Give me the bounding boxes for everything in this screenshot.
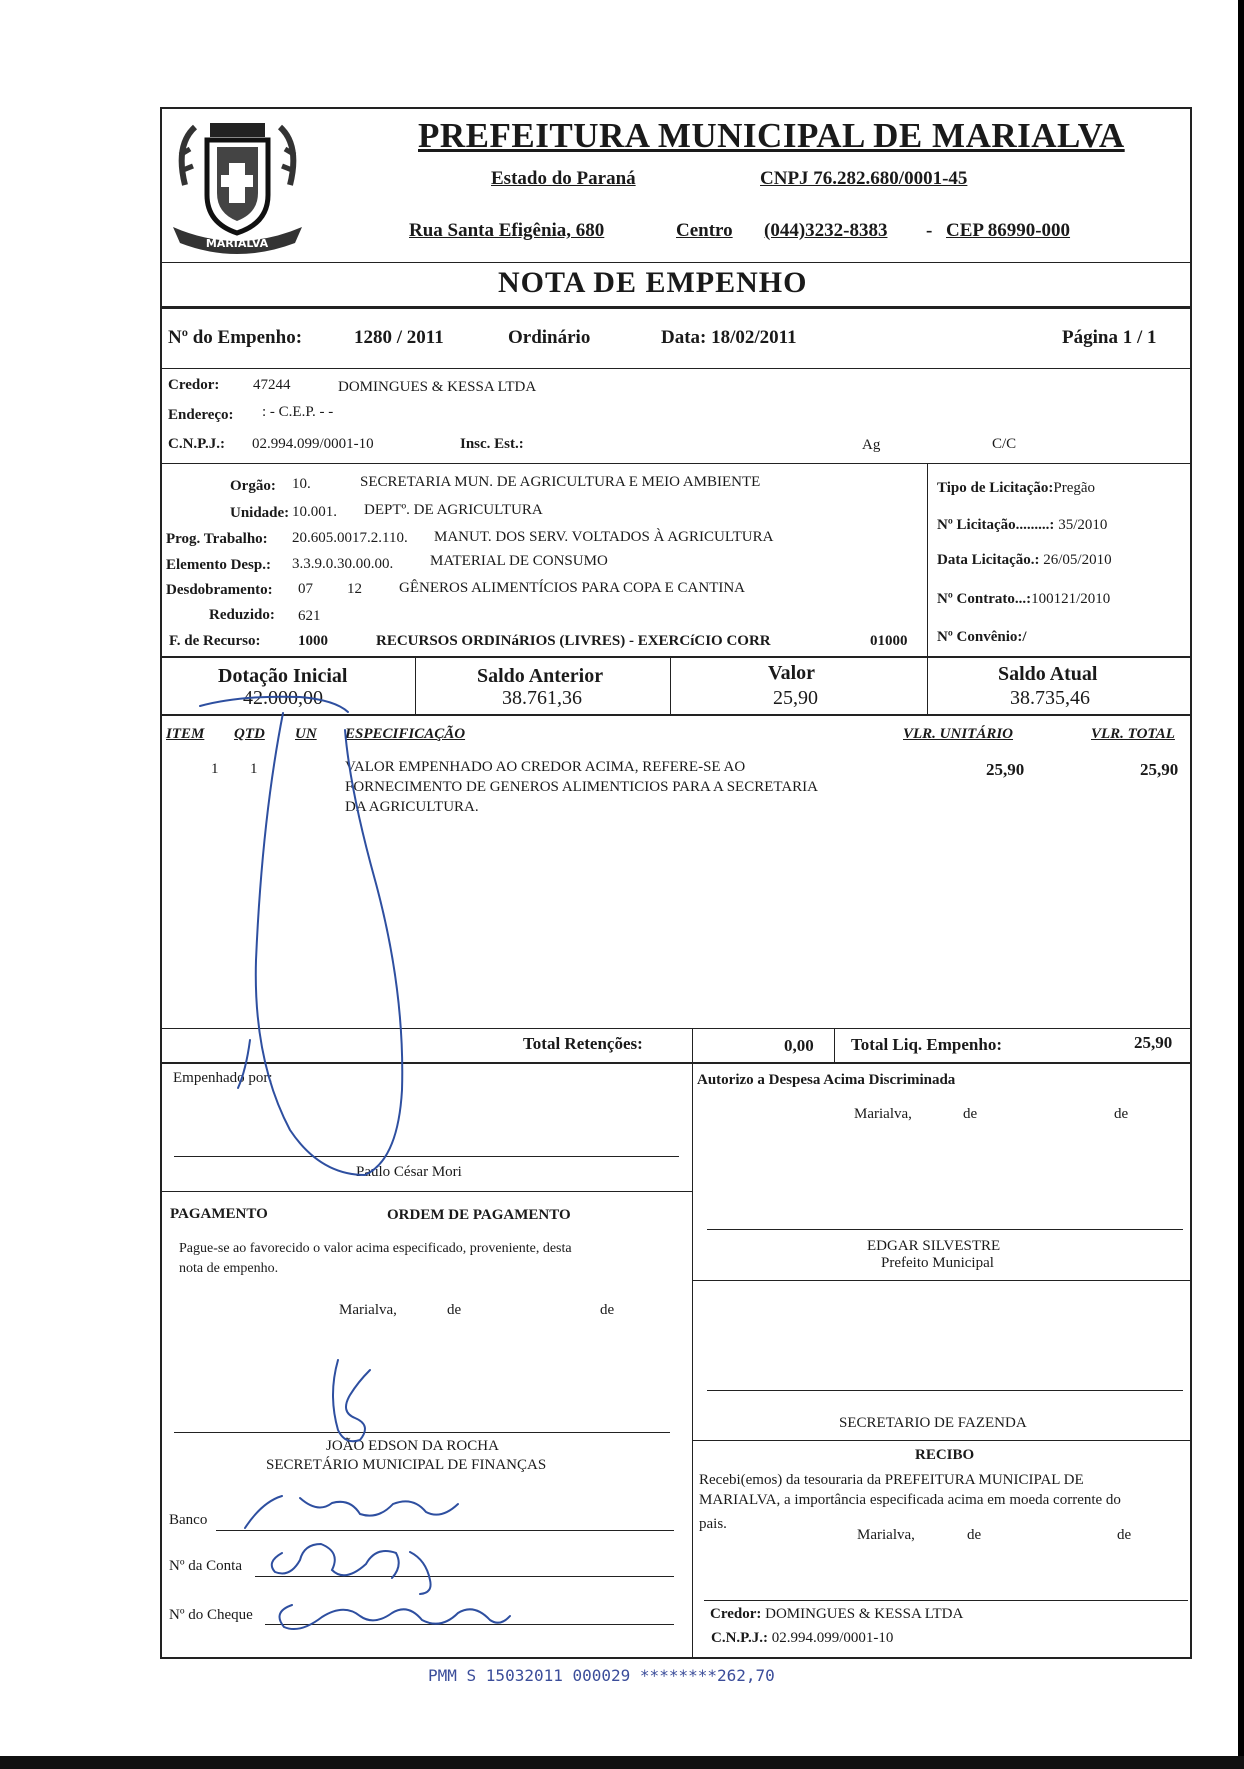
signature-joao-edson (333, 1360, 370, 1441)
svg-text:MARIALVA: MARIALVA (205, 237, 269, 250)
total-retencoes-label: Total Retenções: (523, 1034, 643, 1053)
data-licitacao-label: Data Licitação.: (937, 552, 1040, 568)
conta-corrente-label: C/C (992, 436, 1017, 452)
item-spec-line-2: FORNECIMENTO DE GENEROS ALIMENTICIOS PARA A SECRETARIA (345, 779, 819, 795)
pagamento-text-1: Pague-se ao favorecido o valor acima especificado, proveniente, desta (179, 1241, 572, 1256)
empenho-date: Data: 18/02/2011 (661, 327, 797, 348)
item-qtd: 1 (250, 761, 258, 777)
recibo-cnpj-label: C.N.P.J.: (711, 1630, 768, 1646)
orgao-name: SECRETARIA MUN. DE AGRICULTURA E MEIO AMBIENTE (360, 474, 761, 490)
reduzido-label: Reduzido: (209, 607, 275, 623)
bank-stamp: PMM S 15032011 000029 ********262,70 (428, 1666, 775, 1685)
pagamento-de-1: de (447, 1302, 462, 1318)
credor-code: 47244 (253, 377, 291, 393)
autorizo-city: Marialva, (854, 1106, 912, 1122)
col-header-un: UN (295, 726, 317, 742)
ordem-pagamento-label: ORDEM DE PAGAMENTO (387, 1207, 571, 1223)
numero-licitacao-label: Nº Licitação.........: (937, 517, 1055, 533)
data-licitacao-value: 26/05/2010 (1043, 552, 1112, 568)
recibo-de-1: de (967, 1527, 982, 1543)
endereco-label: Endereço: (168, 407, 234, 423)
signature-conta (272, 1544, 431, 1594)
recibo-cnpj-value: 02.994.099/0001-10 (771, 1630, 894, 1646)
numero-convenio: Nº Convênio:/ (937, 629, 1027, 645)
pagamento-text-2: nota de empenho. (179, 1261, 279, 1276)
empenho-number: 1280 / 2011 (354, 327, 444, 348)
item-spec-line-3: DA AGRICULTURA. (345, 799, 479, 815)
conta-label: Nº da Conta (169, 1558, 242, 1574)
numero-licitacao-value: 35/2010 (1058, 517, 1108, 533)
endereco-value: : - C.E.P. - - (262, 404, 334, 420)
credor-label: Credor: (168, 377, 220, 393)
empenho-pen-loop (256, 713, 402, 1175)
total-liquido-value: 25,90 (1134, 1033, 1173, 1052)
desdobramento-b: 12 (347, 581, 362, 597)
unidade-label: Unidade: (230, 505, 290, 521)
item-number: 1 (211, 761, 219, 777)
saldo-anterior-label: Saldo Anterior (477, 665, 604, 687)
secretario-fazenda-label: SECRETARIO DE FAZENDA (839, 1415, 1027, 1431)
total-liquido-label: Total Liq. Empenho: (851, 1035, 1002, 1054)
item-total-value: 25,90 (1140, 760, 1179, 779)
recibo-city: Marialva, (857, 1527, 915, 1543)
desdobramento-a: 07 (298, 581, 313, 597)
pagamento-label: PAGAMENTO (170, 1206, 268, 1222)
fonte-recurso-code: 1000 (298, 633, 328, 649)
fonte-recurso-number: 01000 (870, 633, 908, 649)
tipo-licitacao-value: Pregão (1053, 480, 1096, 496)
cnpj-credor-value: 02.994.099/0001-10 (252, 436, 374, 452)
col-header-spec: ESPECIFICAÇÃO (345, 726, 466, 742)
elemento-name: MATERIAL DE CONSUMO (430, 553, 608, 569)
agencia-label: Ag (862, 437, 881, 453)
dotacao-inicial-label: Dotação Inicial (218, 665, 348, 687)
autorizo-label: Autorizo a Despesa Acima Discriminada (697, 1072, 956, 1088)
prefeito-title: Prefeito Municipal (881, 1255, 994, 1271)
signature-banco (245, 1496, 458, 1528)
address-label: Rua Santa Efigênia, 680 (409, 220, 605, 241)
col-header-total-value: VLR. TOTAL (1091, 726, 1175, 742)
signature-cheque (280, 1605, 511, 1629)
phone-label: (044)3232-8383 (764, 220, 888, 241)
recibo-credor-name: DOMINGUES & KESSA LTDA (765, 1606, 964, 1622)
secretario-financas-title: SECRETÁRIO MUNICIPAL DE FINANÇAS (266, 1457, 547, 1473)
insc-est-label: Insc. Est.: (460, 436, 524, 452)
prog-trabalho-name: MANUT. DOS SERV. VOLTADOS À AGRICULTURA (434, 529, 774, 545)
empenho-pen-tail (238, 1040, 250, 1088)
col-header-qtd: QTD (234, 726, 265, 742)
state-label: Estado do Paraná (491, 168, 636, 189)
fonte-recurso-label: F. de Recurso: (169, 633, 261, 649)
empenho-type: Ordinário (508, 327, 591, 348)
banco-label: Banco (169, 1512, 208, 1528)
valor-label: Valor (768, 662, 816, 684)
cnpj-credor-label: C.N.P.J.: (168, 436, 225, 452)
recibo-text-3: pais. (699, 1516, 727, 1532)
valor-value: 25,90 (773, 687, 818, 709)
desdobramento-name: GÊNEROS ALIMENTÍCIOS PARA COPA E CANTINA (399, 580, 746, 596)
autorizo-de-1: de (963, 1106, 978, 1122)
document-title: NOTA DE EMPENHO (498, 266, 808, 299)
dotacao-pen-stroke (200, 697, 348, 712)
saldo-atual-label: Saldo Atual (998, 663, 1098, 685)
empenhado-por-name: Paulo César Mori (356, 1164, 462, 1180)
pagamento-city: Marialva, (339, 1302, 397, 1318)
numero-contrato-label: Nº Contrato...: (937, 591, 1032, 607)
recibo-credor-label: Credor: (710, 1606, 762, 1622)
unidade-name: DEPTº. DE AGRICULTURA (364, 502, 543, 518)
prog-trabalho-code: 20.605.0017.2.110. (292, 530, 408, 546)
page-indicator: Página 1 / 1 (1062, 327, 1157, 348)
prog-trabalho-label: Prog. Trabalho: (166, 531, 268, 547)
elemento-code: 3.3.9.0.30.00.00. (292, 556, 394, 572)
credor-name: DOMINGUES & KESSA LTDA (338, 379, 537, 395)
unidade-code: 10.001. (292, 504, 337, 520)
saldo-anterior-value: 38.761,36 (502, 687, 582, 709)
cheque-label: Nº do Cheque (169, 1607, 253, 1623)
cnpj-label: CNPJ 76.282.680/0001-45 (760, 168, 968, 189)
elemento-label: Elemento Desp.: (166, 557, 271, 573)
phone-separator: - (926, 220, 933, 241)
secretario-financas-name: JOÃO EDSON DA ROCHA (326, 1438, 499, 1454)
cep-label: CEP 86990-000 (946, 220, 1071, 241)
orgao-label: Orgão: (230, 478, 276, 494)
fonte-recurso-name: RECURSOS ORDINáRIOS (LIVRES) - EXERCíCIO CORR (376, 633, 771, 649)
empenhado-por-label: Empenhado por: (173, 1070, 273, 1086)
item-spec-line-1: VALOR EMPENHADO AO CREDOR ACIMA, REFERE-SE AO (345, 759, 746, 775)
dotacao-inicial-value: 42.000,00 (243, 687, 323, 709)
recibo-title: RECIBO (915, 1447, 975, 1463)
autorizo-de-2: de (1114, 1106, 1129, 1122)
col-header-item: ITEM (166, 726, 205, 742)
orgao-code: 10. (292, 476, 311, 492)
numero-contrato-value: 100121/2010 (1031, 591, 1111, 607)
desdobramento-label: Desdobramento: (166, 582, 273, 598)
total-retencoes-value: 0,00 (784, 1036, 814, 1055)
recibo-de-2: de (1117, 1527, 1132, 1543)
pagamento-de-2: de (600, 1302, 615, 1318)
tipo-licitacao-label: Tipo de Licitação: (937, 480, 1054, 496)
recibo-text-1: Recebi(emos) da tesouraria da PREFEITURA MUNICIPAL DE (699, 1472, 1084, 1488)
reduzido-value: 621 (298, 608, 321, 624)
district-label: Centro (676, 220, 733, 241)
recibo-text-2: MARIALVA, a importância especificada acima em moeda corrente do (699, 1492, 1121, 1508)
col-header-unit-value: VLR. UNITÁRIO (903, 726, 1014, 742)
municipality-title: PREFEITURA MUNICIPAL DE MARIALVA (418, 116, 1125, 155)
prefeito-name: EDGAR SILVESTRE (867, 1238, 1001, 1254)
empenho-number-label: Nº do Empenho: (168, 327, 303, 348)
item-unit-value: 25,90 (986, 760, 1025, 779)
saldo-atual-value: 38.735,46 (1010, 687, 1090, 709)
